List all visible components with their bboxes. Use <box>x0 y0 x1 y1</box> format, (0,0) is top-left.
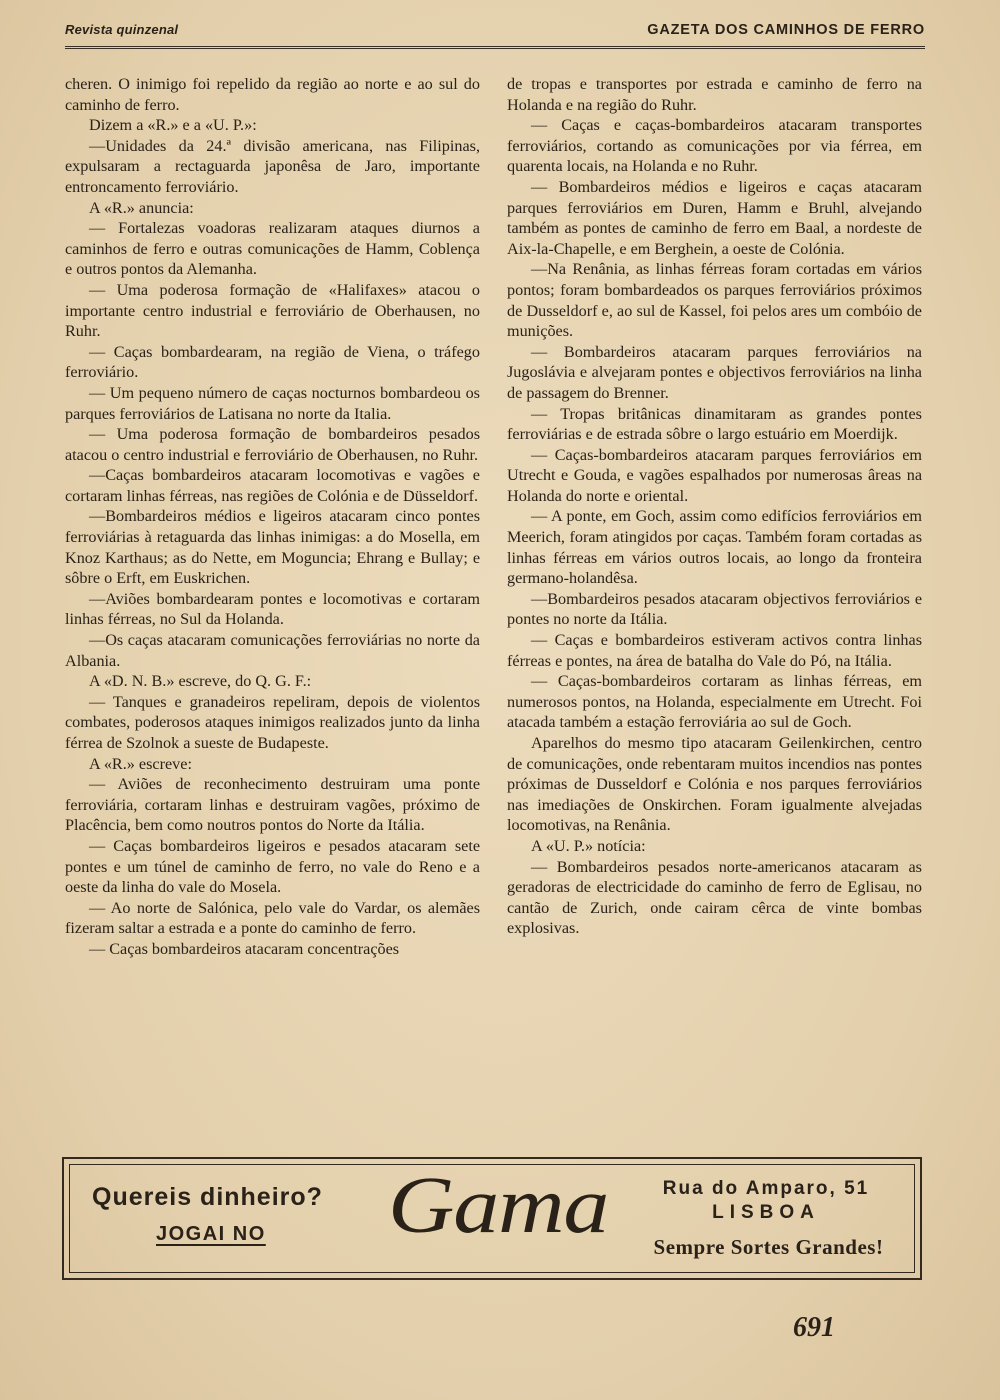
advertisement-inner-border <box>69 1164 915 1273</box>
paragraph: — Bombardeiros atacaram parques ferroviários na Jugoslávia e alvejaram pontes e objectivos ferroviários na linha de passagem do Brenner. <box>507 342 922 402</box>
paragraph: — Caças e caças-bombardeiros atacaram transportes ferroviários, cortando as comunicações por via férrea, em quarenta locais, na Holanda e no Ruhr. <box>507 116 922 176</box>
paragraph: —Bombardeiros médios e ligeiros atacaram cinco pontes ferroviárias à retaguarda das linhas inimigas: a do Mosella, em Knoz Karthaus; as do Nette, em Moguncia; Ehrang e Bullay; e sôbre o Erft, em Euskrichen. <box>65 507 480 588</box>
paragraph: — Caças e bombardeiros estiveram activos contra linhas férreas e pontes, na área de batalha do Vale do Pó, na Itália. <box>507 631 922 670</box>
page-number: 691 <box>793 1312 835 1343</box>
paragraph: —Aviões bombardearam pontes e locomotivas e cortaram linhas férreas, no Sul da Holanda. <box>65 589 480 629</box>
ad-play-label: JOGAI NO <box>156 1223 266 1245</box>
paragraph: — Ao norte de Salónica, pelo vale do Vardar, os alemães fizeram saltar a estrada e a ponte do caminho de ferro. <box>65 898 480 938</box>
paragraph: A «R.» escreve: <box>89 754 192 773</box>
paragraph: A «R.» anuncia: <box>89 198 194 217</box>
paragraph: Aparelhos do mesmo tipo atacaram Geilenkirchen, centro de comunicações, onde rebentaram muitos incendios nas pontes próximas de Dusseldorf e Colónia e nos parques ferroviários nas imediações de Onskirchen. Foram igualmente alvejadas locomotivas, na Renânia. <box>507 734 922 835</box>
paragraph: — Tanques e granadeiros repeliram, depois de violentos combates, poderosos ataques inimigos realizados junto da linha férrea de Szolnok a sueste de Budapeste. <box>65 692 480 752</box>
paragraph: — Fortalezas voadoras realizaram ataques diurnos a caminhos de ferro e outras comunicações de Hamm, Coblença e outros pontos da Alemanha. <box>65 219 480 279</box>
header-left-label: Revista quinzenal <box>65 22 179 37</box>
paragraph: —Caças bombardeiros atacaram locomotivas e vagões e cortaram linhas férreas, nas regiões de Colónia e de Düsseldorf. <box>65 466 480 505</box>
ad-address-street: Rua do Amparo, 51 <box>662 1178 870 1199</box>
paragraph: — Caças-bombardeiros atacaram parques ferroviários em Utrecht e Gouda, e vagões espalhados por numerosas âreas na Holanda do norte e oriental. <box>507 445 922 505</box>
paragraph: —Na Renânia, as linhas férreas foram cortadas em vários pontos; foram bombardeados os parques ferroviários próximos de Dusseldorf e, ao sul de Kassel, foi pelos ares um combóio de munições. <box>507 260 922 341</box>
ad-question: Quereis dinheiro? <box>92 1183 323 1211</box>
advertisement-box <box>62 1157 922 1280</box>
header-publication-title: GAZETA DOS CAMINHOS DE FERRO <box>647 22 925 38</box>
paragraph: cheren. O inimigo foi repelido da região ao norte e ao sul do caminho de ferro. <box>65 75 480 114</box>
paragraph: de tropas e transportes por estrada e caminho de ferro na Holanda e na região do Ruhr. <box>507 75 922 114</box>
paragraph: — Uma poderosa formação de «Halifaxes» atacou o importante centro industrial e ferroviário de Oberhausen, no Ruhr. <box>65 280 480 341</box>
ad-logo: Gama <box>388 1162 609 1250</box>
paragraph: — Aviões de reconhecimento destruiram uma ponte ferroviária, cortaram linhas e destruiram vagões, próximo de Placência, bem como noutros pontos do Norte da Itália. <box>65 775 480 835</box>
paragraph: Dizem a «R.» e a «U. P.»: <box>89 116 257 135</box>
paragraph: — Caças bombardeiros ligeiros e pesados atacaram sete pontes e um túnel de caminho de ferro, no vale do Reno e a oeste da linha do vale do Mosela. <box>65 836 480 897</box>
ad-address-city: LISBOA <box>712 1202 820 1223</box>
paragraph: A «U. P.» notícia: <box>531 836 646 855</box>
paragraph: A «D. N. B.» escreve, do Q. G. F.: <box>89 672 312 691</box>
left-column <box>65 74 480 960</box>
paragraph: — Um pequeno número de caças nocturnos bombardeou os parques ferroviários de Latisana no norte da Italia. <box>65 383 480 423</box>
paragraph: — Caças bombardeiros atacaram concentrações <box>89 939 400 958</box>
ad-slogan: Sempre Sortes Grandes! <box>653 1235 884 1259</box>
paragraph: —Bombardeiros pesados atacaram objectivos ferroviários e pontes no norte da Itália. <box>507 589 922 629</box>
paragraph: —Unidades da 24.ª divisão americana, nas Filipinas, expulsaram a rectaguarda japonêsa de Jaro, importante entroncamento ferroviário. <box>65 136 480 196</box>
paragraph: — Uma poderosa formação de bombardeiros pesados atacou o centro industrial e ferroviário de Oberhausen, no Ruhr. <box>65 425 480 464</box>
paragraph: — Bombardeiros médios e ligeiros e caças atacaram parques ferroviários em Duren, Hamm e Bruhl, alvejando também as pontes de caminho de ferro em Baal, a nordeste de Aix-la-Chapelle, e em Berghein, a oeste de Colónia. <box>507 177 922 258</box>
paragraph: — Caças bombardearam, na região de Viena, o tráfego ferroviário. <box>65 342 480 382</box>
paragraph: — Tropas britânicas dinamitaram as grandes pontes ferroviárias e de estrada sôbre o largo estuário em Moerdijk. <box>507 404 922 444</box>
paragraph: —Os caças atacaram comunicações ferroviárias no norte da Albania. <box>65 631 480 670</box>
right-column <box>507 74 922 939</box>
paragraph: — Caças-bombardeiros cortaram as linhas férreas, em numerosos pontos, na Holanda, especialmente em Utrecht. Foi atacada também a estação ferroviária ao sul de Goch. <box>507 672 922 732</box>
paragraph: — Bombardeiros pesados norte-americanos atacaram as geradoras de electricidade do caminho de ferro de Eglisau, no cantão de Zurich, onde cairam cêrca de vinte bombas explosivas. <box>507 857 922 938</box>
ad-address <box>626 1177 906 1225</box>
page-header <box>65 20 925 49</box>
paragraph: — A ponte, em Goch, assim como edifícios ferroviários em Meerich, foram atingidos por caças. Também foram cortadas as linhas férreas em vários outros locais, ao longo da fronteira germano-holandêsa. <box>507 507 922 588</box>
